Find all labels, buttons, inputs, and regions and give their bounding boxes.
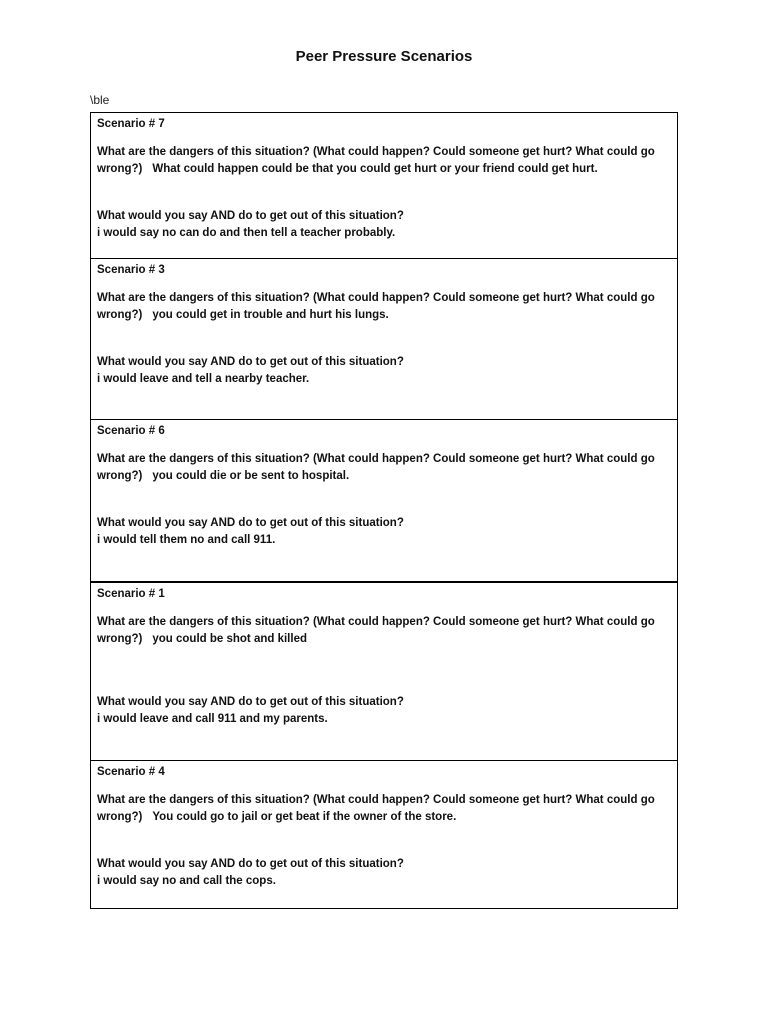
say-question (97, 856, 669, 890)
scenario-table (90, 112, 678, 909)
say-question-text: What would you say AND do to get out of this situation? (97, 696, 404, 708)
say-answer: i would say no and call the cops. (97, 875, 276, 887)
scenario-cell (91, 419, 677, 581)
say-question (97, 694, 669, 728)
danger-question (97, 451, 669, 485)
say-answer: i would leave and call 911 and my parents. (97, 713, 328, 725)
stray-text: \ble (90, 93, 110, 107)
danger-question-line: wrong?) (97, 811, 143, 823)
scenario-label: Scenario # 7 (97, 118, 165, 130)
say-answer: i would say no can do and then tell a teacher probably. (97, 227, 396, 239)
danger-answer: What could happen could be that you could get hurt or your friend could get hurt. (152, 163, 598, 175)
danger-question-line: What are the dangers of this situation? (What could happen? Could someone get hurt? What could go (97, 453, 655, 465)
danger-answer: you could get in trouble and hurt his lungs. (152, 309, 389, 321)
say-question (97, 208, 669, 242)
scenario-label: Scenario # 3 (97, 264, 165, 276)
say-question-text: What would you say AND do to get out of this situation? (97, 210, 404, 222)
danger-question-line: What are the dangers of this situation? (What could happen? Could someone get hurt? What could go (97, 146, 655, 158)
danger-answer: You could go to jail or get beat if the owner of the store. (152, 811, 457, 823)
say-question (97, 515, 669, 549)
say-question-text: What would you say AND do to get out of this situation? (97, 356, 404, 368)
say-answer: i would tell them no and call 911. (97, 534, 276, 546)
say-question-text: What would you say AND do to get out of this situation? (97, 517, 404, 529)
scenario-label: Scenario # 6 (97, 425, 165, 437)
danger-answer: you could be shot and killed (152, 633, 307, 645)
danger-question-line: wrong?) (97, 309, 143, 321)
say-question (97, 354, 669, 388)
scenario-cell (91, 581, 677, 760)
say-answer: i would leave and tell a nearby teacher. (97, 373, 310, 385)
scenario-label: Scenario # 4 (97, 766, 165, 778)
danger-question (97, 290, 669, 324)
danger-question-line: What are the dangers of this situation? (What could happen? Could someone get hurt? What could go (97, 292, 655, 304)
danger-question (97, 144, 669, 178)
page-title: Peer Pressure Scenarios (295, 48, 473, 65)
danger-question (97, 792, 669, 826)
danger-answer: you could die or be sent to hospital. (152, 470, 350, 482)
danger-question-line: What are the dangers of this situation? (What could happen? Could someone get hurt? What could go (97, 794, 655, 806)
scenario-label: Scenario # 1 (97, 588, 165, 600)
danger-question-line: wrong?) (97, 470, 143, 482)
scenario-cell (91, 113, 677, 258)
danger-question (97, 614, 669, 648)
danger-question-line: What are the dangers of this situation? (What could happen? Could someone get hurt? What could go (97, 616, 655, 628)
scenario-cell (91, 258, 677, 419)
scenario-cell (91, 760, 677, 908)
danger-question-line: wrong?) (97, 633, 143, 645)
say-question-text: What would you say AND do to get out of this situation? (97, 858, 404, 870)
danger-question-line: wrong?) (97, 163, 143, 175)
